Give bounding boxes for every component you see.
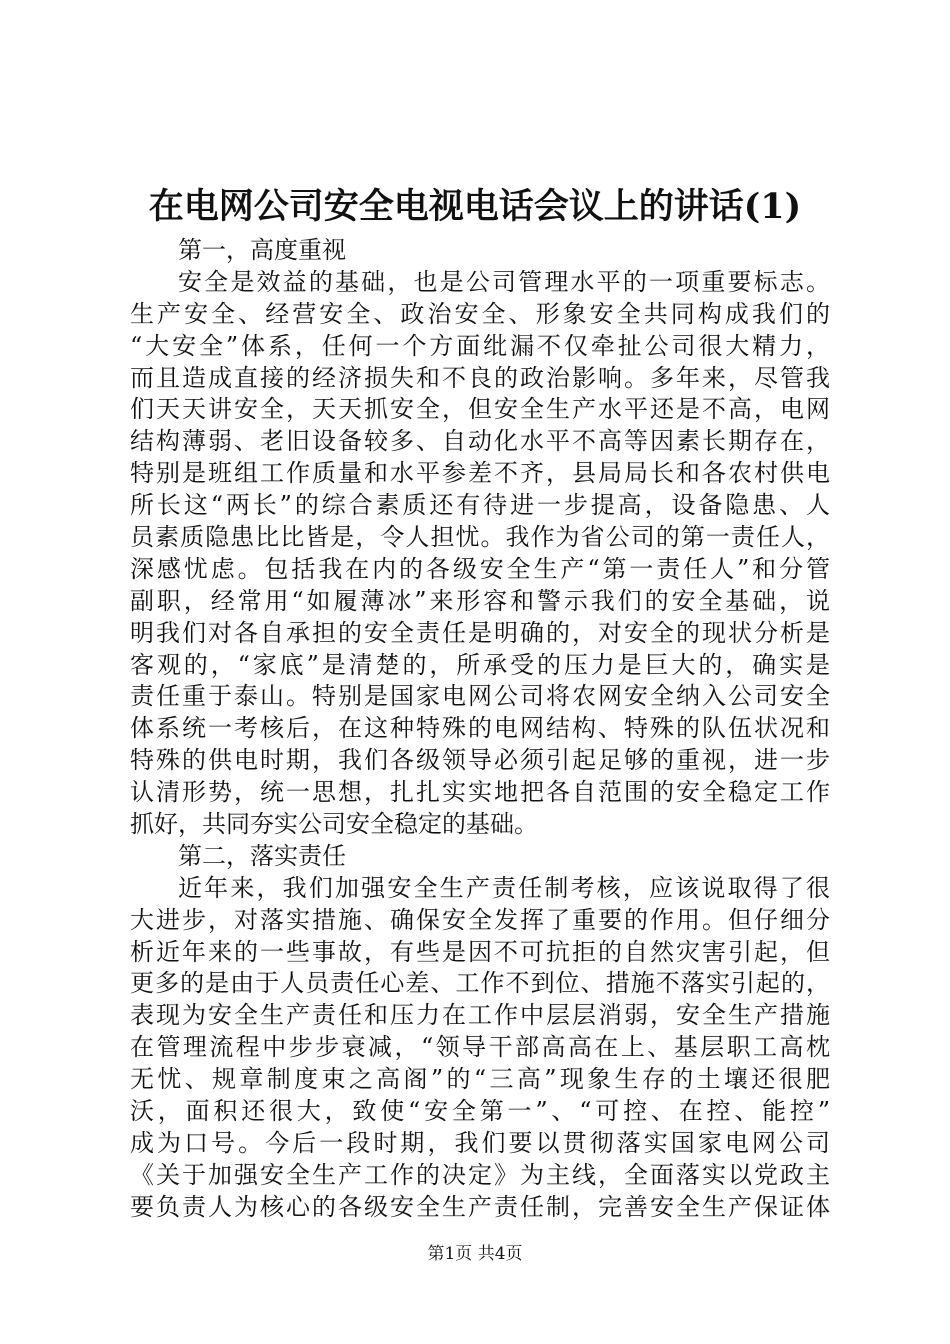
paragraph-line: 《关于加强安全生产工作的决定》为主线，全面落实以党政主: [130, 1160, 830, 1189]
paragraph-line: 客观的，“家底”是清楚的，所承受的压力是巨大的，确实是: [130, 650, 830, 679]
paragraph-line: 明我们对各自承担的安全责任是明确的，对安全的现状分析是: [130, 618, 830, 647]
paragraph-line: 特别是班组工作质量和水平参差不齐，县局局长和各农村供电: [130, 459, 830, 488]
document-title: 在电网公司安全电视电话会议上的讲话(1): [148, 186, 802, 227]
paragraph-line: 沃，面积还很大，致使“安全第一”、“可控、在控、能控”: [130, 1097, 830, 1126]
paragraph-line: 表现为安全生产责任和压力在工作中层层消弱，安全生产措施: [130, 1001, 830, 1030]
paragraph-line: “大安全”体系，任何一个方面纰漏不仅牵扯公司很大精力，: [130, 331, 830, 360]
paragraph-line: 深感忧虑。包括我在内的各级安全生产“第一责任人”和分管: [130, 554, 830, 583]
paragraph-line: 抓好，共同夯实公司安全稳定的基础。: [130, 810, 538, 839]
paragraph-line: 认清形势，统一思想，扎扎实实地把各自范围的安全稳定工作: [130, 778, 830, 807]
paragraph-line: 体系统一考核后，在这种特殊的电网结构、特殊的队伍状况和: [130, 714, 830, 743]
document-body: [130, 235, 830, 1224]
paragraph-line: 无忧、规章制度束之高阁”的“三高”现象生存的土壤还很肥: [130, 1065, 830, 1094]
paragraph-line: 们天天讲安全，天天抓安全，但安全生产水平还是不高，电网: [130, 395, 830, 424]
paragraph-line: 在管理流程中步步衰减，“领导干部高高在上、基层职工高枕: [130, 1033, 830, 1062]
paragraph-line: 大进步，对落实措施、确保安全发挥了重要的作用。但仔细分: [130, 905, 830, 934]
page-footer: 第1页 共4页: [427, 1244, 523, 1264]
paragraph-line: 安全是效益的基础，也是公司管理水平的一项重要标志。: [178, 267, 830, 296]
paragraph-line: 近年来，我们加强安全生产责任制考核，应该说取得了很: [178, 873, 830, 902]
paragraph-line: 特殊的供电时期，我们各级领导必须引起足够的重视，进一步: [130, 746, 830, 775]
paragraph-line: 更多的是由于人员责任心差、工作不到位、措施不落实引起的，: [130, 969, 830, 998]
paragraph-line: 结构薄弱、老旧设备较多、自动化水平不高等因素长期存在，: [130, 427, 830, 456]
paragraph-line: 责任重于泰山。特别是国家电网公司将农网安全纳入公司安全: [130, 682, 830, 711]
section-heading: 第一，高度重视: [178, 236, 346, 264]
paragraph-line: 员素质隐患比比皆是，令人担忧。我作为省公司的第一责任人，: [130, 523, 830, 552]
paragraph-line: 析近年来的一些事故，有些是因不可抗拒的自然灾害引起，但: [130, 937, 830, 966]
paragraph-line: 所长这“两长”的综合素质还有待进一步提高，设备隐患、人: [130, 491, 830, 520]
paragraph-line: 成为口号。今后一段时期，我们要以贯彻落实国家电网公司: [130, 1128, 830, 1157]
section-heading: 第二，落实责任: [178, 841, 346, 870]
paragraph-line: 要负责人为核心的各级安全生产责任制，完善安全生产保证体: [130, 1192, 830, 1221]
paragraph-line: 生产安全、经营安全、政治安全、形象安全共同构成我们的: [130, 299, 830, 328]
paragraph-line: 副职，经常用“如履薄冰”来形容和警示我们的安全基础，说: [130, 586, 830, 615]
paragraph-line: 而且造成直接的经济损失和不良的政治影响。多年来，尽管我: [130, 363, 830, 392]
